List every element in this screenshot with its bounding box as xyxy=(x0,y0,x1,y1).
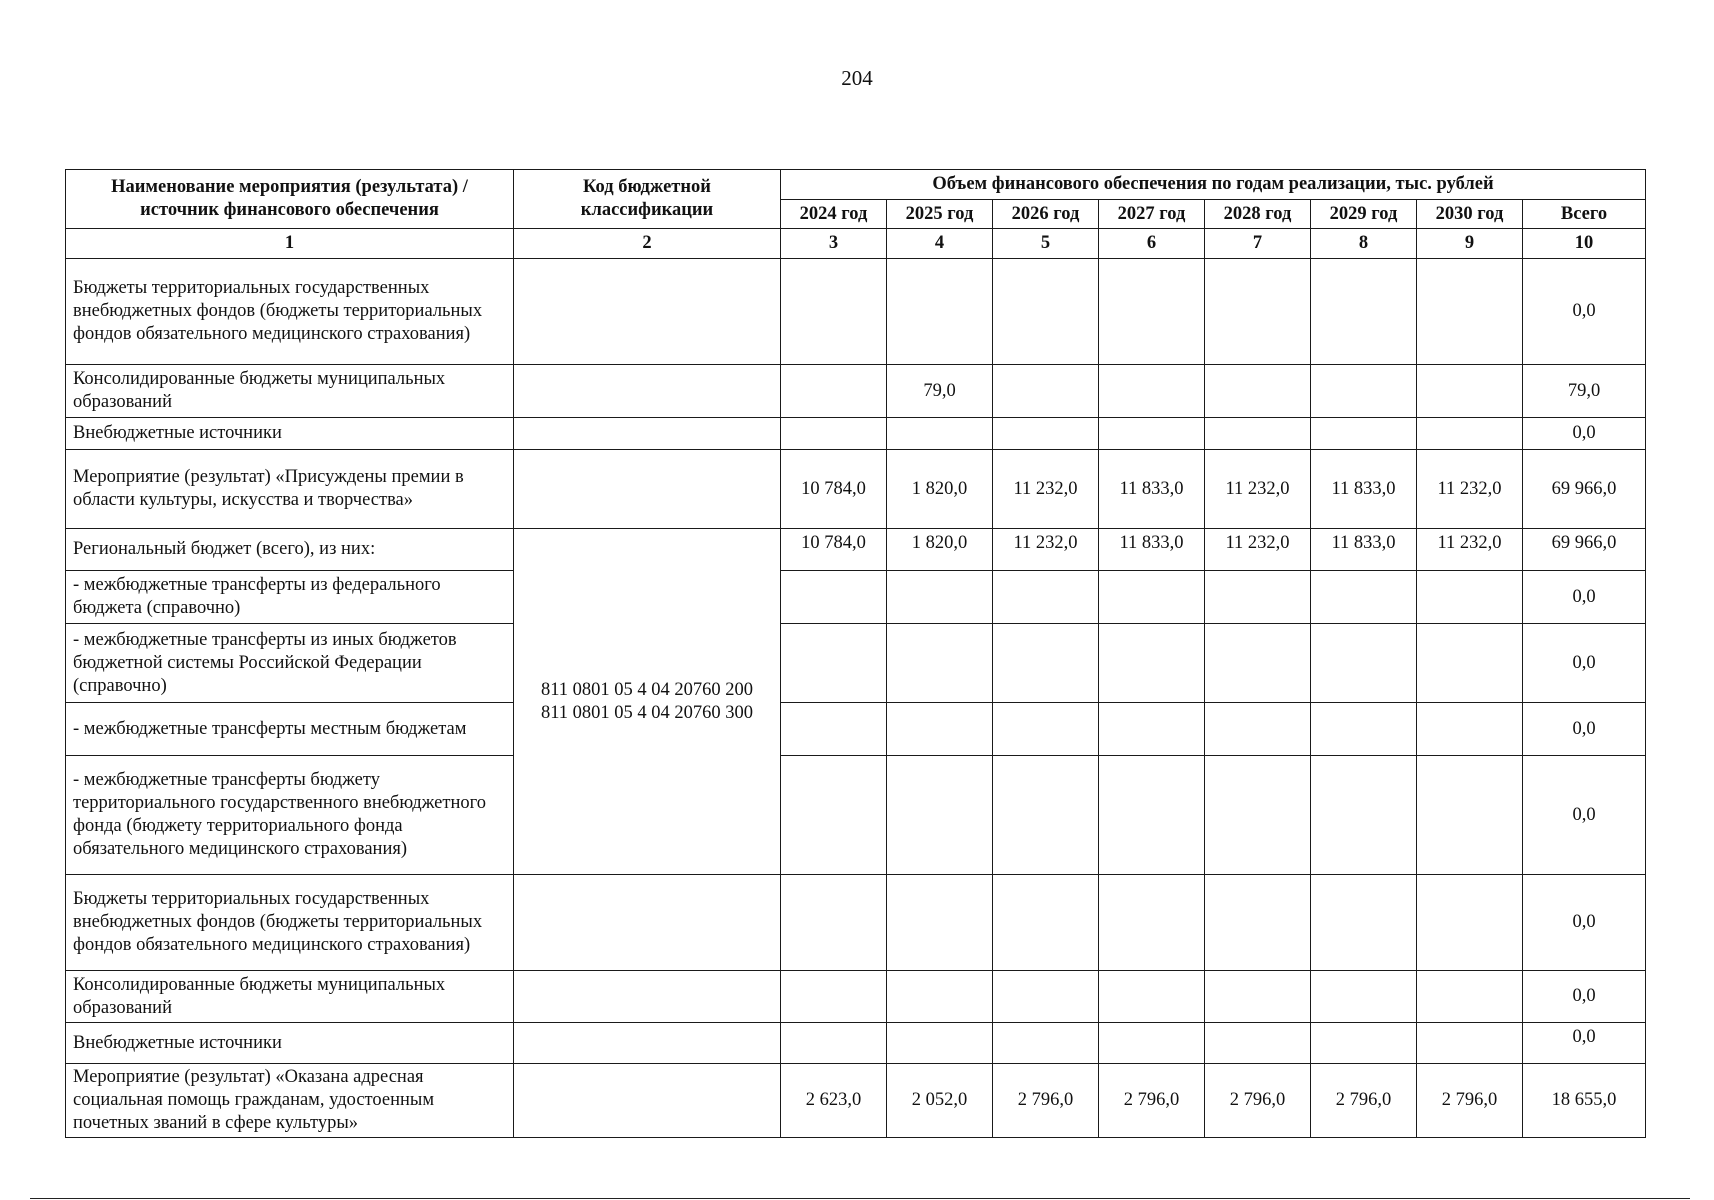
value-2026 xyxy=(993,875,1099,971)
value-2027 xyxy=(1099,259,1205,365)
value-total: 0,0 xyxy=(1523,624,1646,703)
value-2029: 11 833,0 xyxy=(1311,450,1417,529)
value-2024 xyxy=(781,756,887,875)
row-name: - межбюджетные трансферты из иных бюджетов бюджетной системы Российской Федерации (справочно) xyxy=(66,624,514,703)
header-volume-column: Объем финансового обеспечения по годам реализации, тыс. рублей xyxy=(781,170,1646,200)
column-number: 3 xyxy=(781,229,887,259)
value-2030: 11 232,0 xyxy=(1417,450,1523,529)
header-year: 2028 год xyxy=(1205,200,1311,229)
value-2024 xyxy=(781,1023,887,1064)
table-row xyxy=(66,1064,1646,1138)
value-2030: 11 232,0 xyxy=(1417,529,1523,571)
value-2030 xyxy=(1417,756,1523,875)
table-row xyxy=(66,624,1646,703)
value-2030 xyxy=(1417,259,1523,365)
value-2025 xyxy=(887,875,993,971)
value-2025: 1 820,0 xyxy=(887,529,993,571)
value-2028 xyxy=(1205,1023,1311,1064)
value-2029 xyxy=(1311,1023,1417,1064)
value-2025: 2 052,0 xyxy=(887,1064,993,1138)
header-year: 2029 год xyxy=(1311,200,1417,229)
value-2027: 11 833,0 xyxy=(1099,529,1205,571)
value-total: 69 966,0 xyxy=(1523,450,1646,529)
value-2025 xyxy=(887,756,993,875)
row-name: Мероприятие (результат) «Оказана адресная социальная помощь гражданам, удостоенным почетных званий в сфере культуры» xyxy=(66,1064,514,1138)
value-2030 xyxy=(1417,418,1523,450)
value-2029 xyxy=(1311,756,1417,875)
column-number: 9 xyxy=(1417,229,1523,259)
value-2030 xyxy=(1417,875,1523,971)
budget-code-cell xyxy=(514,259,781,365)
table-row xyxy=(66,703,1646,756)
financing-table xyxy=(65,169,1646,1138)
header-code-column: Код бюджетной классификации xyxy=(514,170,781,229)
value-2027 xyxy=(1099,418,1205,450)
value-2027 xyxy=(1099,875,1205,971)
value-2028: 11 232,0 xyxy=(1205,450,1311,529)
value-2029 xyxy=(1311,624,1417,703)
value-2027 xyxy=(1099,624,1205,703)
value-2029 xyxy=(1311,365,1417,418)
page-number: 204 xyxy=(841,66,873,90)
budget-code-cell xyxy=(514,450,781,529)
value-total: 69 966,0 xyxy=(1523,529,1646,571)
value-2030 xyxy=(1417,571,1523,624)
value-2025 xyxy=(887,418,993,450)
budget-code-cell xyxy=(514,529,781,875)
value-2027 xyxy=(1099,365,1205,418)
value-2025 xyxy=(887,971,993,1023)
value-2027 xyxy=(1099,1023,1205,1064)
value-2027 xyxy=(1099,756,1205,875)
value-2026 xyxy=(993,756,1099,875)
value-2026 xyxy=(993,259,1099,365)
budget-code-cell xyxy=(514,971,781,1023)
column-number: 5 xyxy=(993,229,1099,259)
value-2024: 10 784,0 xyxy=(781,529,887,571)
value-2025: 79,0 xyxy=(887,365,993,418)
value-2029: 2 796,0 xyxy=(1311,1064,1417,1138)
value-2024 xyxy=(781,259,887,365)
value-2025 xyxy=(887,703,993,756)
value-2026: 11 232,0 xyxy=(993,450,1099,529)
value-2030 xyxy=(1417,1023,1523,1064)
budget-code-cell xyxy=(514,1064,781,1138)
value-2024 xyxy=(781,971,887,1023)
header-year: 2024 год xyxy=(781,200,887,229)
value-total: 0,0 xyxy=(1523,571,1646,624)
value-2024 xyxy=(781,571,887,624)
value-2027: 2 796,0 xyxy=(1099,1064,1205,1138)
table-row xyxy=(66,875,1646,971)
value-2025 xyxy=(887,259,993,365)
table-row xyxy=(66,571,1646,624)
value-total: 18 655,0 xyxy=(1523,1064,1646,1138)
column-number: 1 xyxy=(66,229,514,259)
value-2024 xyxy=(781,418,887,450)
value-2030 xyxy=(1417,624,1523,703)
budget-code-cell xyxy=(514,875,781,971)
value-2027: 11 833,0 xyxy=(1099,450,1205,529)
row-name: Внебюджетные источники xyxy=(66,1023,514,1064)
value-2029 xyxy=(1311,259,1417,365)
value-total: 0,0 xyxy=(1523,971,1646,1023)
header-name-column: Наименование мероприятия (результата) / источник финансового обеспечения xyxy=(66,170,514,229)
column-number: 2 xyxy=(514,229,781,259)
value-total: 0,0 xyxy=(1523,259,1646,365)
value-2030 xyxy=(1417,971,1523,1023)
value-2028 xyxy=(1205,259,1311,365)
value-2024 xyxy=(781,875,887,971)
bottom-divider xyxy=(30,1198,1690,1199)
table-row xyxy=(66,365,1646,418)
budget-code: 811 0801 05 4 04 20760 300 xyxy=(540,702,754,723)
value-2030: 2 796,0 xyxy=(1417,1064,1523,1138)
value-2025 xyxy=(887,571,993,624)
value-2025 xyxy=(887,1023,993,1064)
value-2026: 11 232,0 xyxy=(993,529,1099,571)
value-2029 xyxy=(1311,971,1417,1023)
value-total: 0,0 xyxy=(1523,756,1646,875)
column-number: 10 xyxy=(1523,229,1646,259)
table-row xyxy=(66,1023,1646,1064)
value-2028 xyxy=(1205,703,1311,756)
value-2024: 10 784,0 xyxy=(781,450,887,529)
column-number: 8 xyxy=(1311,229,1417,259)
value-2026 xyxy=(993,971,1099,1023)
value-2029: 11 833,0 xyxy=(1311,529,1417,571)
value-2024 xyxy=(781,365,887,418)
table-row xyxy=(66,971,1646,1023)
value-2026 xyxy=(993,1023,1099,1064)
row-name: Региональный бюджет (всего), из них: xyxy=(66,529,514,571)
header-year: 2026 год xyxy=(993,200,1099,229)
budget-code: 811 0801 05 4 04 20760 200 xyxy=(540,679,754,700)
value-2026 xyxy=(993,365,1099,418)
value-2030 xyxy=(1417,365,1523,418)
value-2030 xyxy=(1417,703,1523,756)
row-name: Бюджеты территориальных государственных внебюджетных фондов (бюджеты территориальных фондов обязательного медицинского страхования) xyxy=(66,875,514,971)
row-name: Консолидированные бюджеты муниципальных образований xyxy=(66,971,514,1023)
value-2029 xyxy=(1311,703,1417,756)
value-2027 xyxy=(1099,571,1205,624)
value-2028 xyxy=(1205,756,1311,875)
column-number: 6 xyxy=(1099,229,1205,259)
value-2027 xyxy=(1099,971,1205,1023)
value-2024: 2 623,0 xyxy=(781,1064,887,1138)
value-2028 xyxy=(1205,875,1311,971)
row-name: - межбюджетные трансферты из федерального бюджета (справочно) xyxy=(66,571,514,624)
row-name: - межбюджетные трансферты бюджету территориального государственного внебюджетного фонда (бюджету территориального фонда обязательного медицинского страхования) xyxy=(66,756,514,875)
row-name: - межбюджетные трансферты местным бюджетам xyxy=(66,703,514,756)
budget-code-cell xyxy=(514,365,781,418)
budget-code-cell xyxy=(514,1023,781,1064)
value-2024 xyxy=(781,624,887,703)
row-name: Консолидированные бюджеты муниципальных образований xyxy=(66,365,514,418)
header-year: 2025 год xyxy=(887,200,993,229)
row-name: Внебюджетные источники xyxy=(66,418,514,450)
table-row xyxy=(66,529,1646,571)
column-number: 7 xyxy=(1205,229,1311,259)
value-2028 xyxy=(1205,624,1311,703)
row-name: Мероприятие (результат) «Присуждены премии в области культуры, искусства и творчества» xyxy=(66,450,514,529)
value-2029 xyxy=(1311,875,1417,971)
value-2026 xyxy=(993,418,1099,450)
table-row xyxy=(66,259,1646,365)
table-row xyxy=(66,450,1646,529)
value-2029 xyxy=(1311,571,1417,624)
value-2026 xyxy=(993,571,1099,624)
value-2024 xyxy=(781,703,887,756)
value-2027 xyxy=(1099,703,1205,756)
value-2029 xyxy=(1311,418,1417,450)
header-year: 2027 год xyxy=(1099,200,1205,229)
value-2025: 1 820,0 xyxy=(887,450,993,529)
value-2028: 11 232,0 xyxy=(1205,529,1311,571)
value-2028 xyxy=(1205,418,1311,450)
budget-code-cell xyxy=(514,418,781,450)
value-total: 0,0 xyxy=(1523,1023,1646,1064)
table-row xyxy=(66,756,1646,875)
table-row xyxy=(66,418,1646,450)
row-name: Бюджеты территориальных государственных внебюджетных фондов (бюджеты территориальных фондов обязательного медицинского страхования) xyxy=(66,259,514,365)
value-total: 0,0 xyxy=(1523,418,1646,450)
value-2026 xyxy=(993,703,1099,756)
value-2025 xyxy=(887,624,993,703)
value-2028 xyxy=(1205,365,1311,418)
value-2026: 2 796,0 xyxy=(993,1064,1099,1138)
value-total: 79,0 xyxy=(1523,365,1646,418)
value-2026 xyxy=(993,624,1099,703)
header-total: Всего xyxy=(1523,200,1646,229)
value-2028 xyxy=(1205,971,1311,1023)
value-2028: 2 796,0 xyxy=(1205,1064,1311,1138)
value-total: 0,0 xyxy=(1523,875,1646,971)
header-year: 2030 год xyxy=(1417,200,1523,229)
value-total: 0,0 xyxy=(1523,703,1646,756)
value-2028 xyxy=(1205,571,1311,624)
column-number: 4 xyxy=(887,229,993,259)
